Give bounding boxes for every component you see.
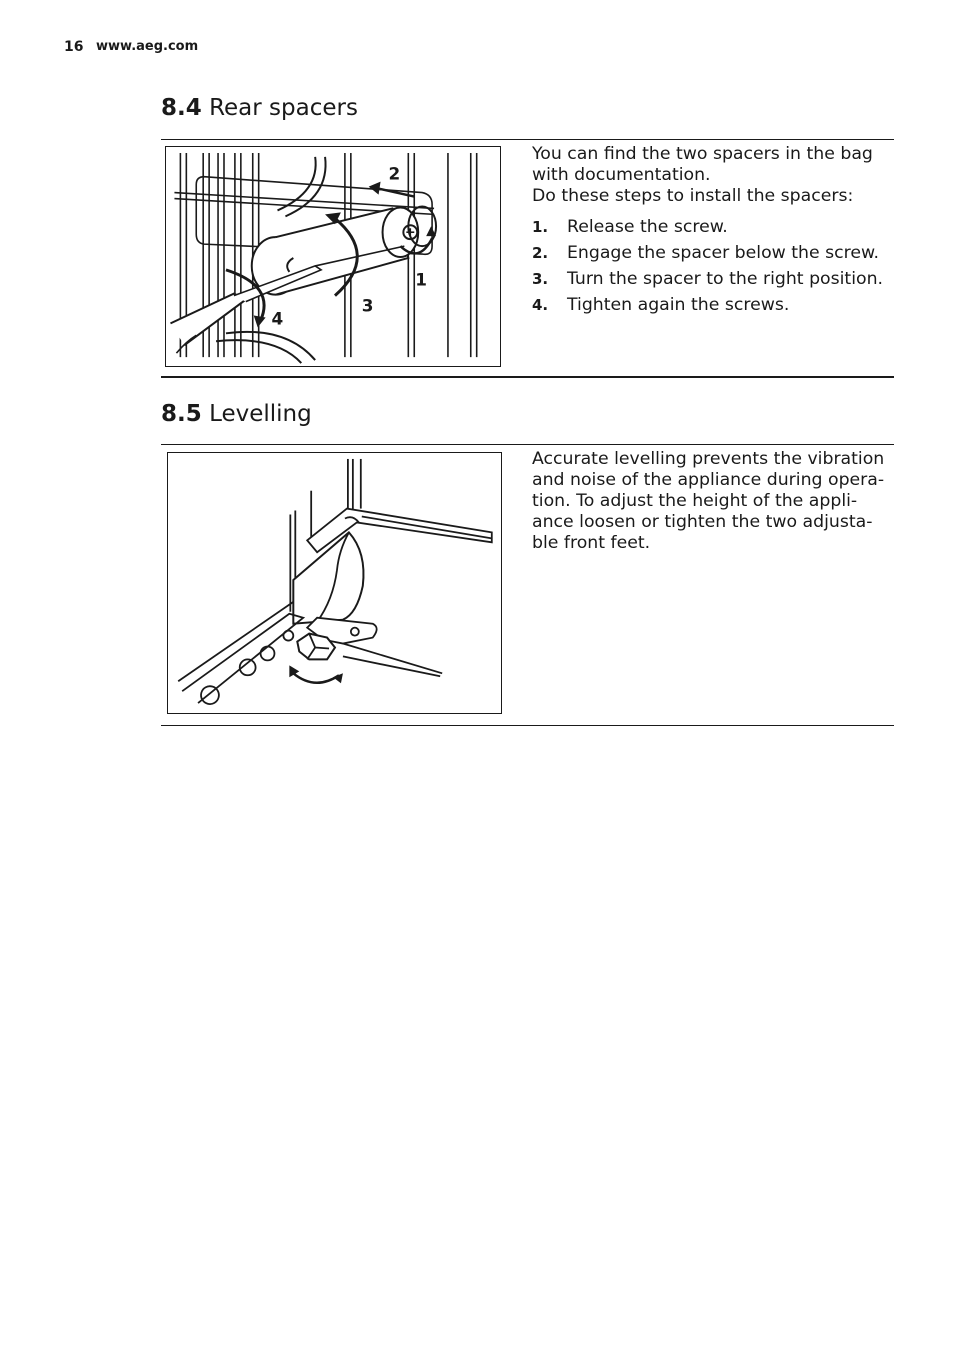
steps-list (532, 214, 894, 318)
section-title-levelling (161, 401, 312, 427)
rear-spacers-drawing (166, 147, 500, 366)
section-number: 8.5 (161, 401, 202, 427)
section-title-rear-spacers (161, 95, 358, 121)
list-item (532, 266, 894, 292)
list-item (532, 214, 894, 240)
step-text: Release the screw. (567, 217, 728, 237)
body-line: Accurate levelling prevents the vibration (532, 449, 885, 469)
list-item (532, 292, 894, 318)
section-bottom-rule (161, 725, 894, 726)
rear-spacers-text (532, 144, 894, 318)
levelling-text (532, 449, 894, 554)
body-line: ance loosen or tighten the two adjusta- (532, 512, 873, 532)
section-bottom-rule (161, 376, 894, 378)
callout-3: 3 (361, 295, 374, 316)
list-item (532, 240, 894, 266)
levelling-illustration (167, 452, 502, 714)
callout-1: 1 (415, 269, 427, 290)
section-number: 8.4 (161, 95, 202, 121)
step-text: Tighten again the screws. (567, 295, 790, 315)
site-url: www.aeg.com (96, 39, 199, 54)
intro-line: Do these steps to install the spacers: (532, 186, 854, 206)
callout-4: 4 (271, 308, 284, 329)
body-line: tion. To adjust the height of the appli- (532, 491, 858, 511)
step-number: 3. (532, 270, 549, 288)
rear-spacers-illustration (165, 146, 501, 367)
section-top-rule (161, 444, 894, 445)
page-number: 16 (64, 39, 84, 55)
step-number: 4. (532, 296, 549, 314)
body-line: ble front feet. (532, 533, 651, 553)
step-text: Engage the spacer below the screw. (567, 243, 880, 263)
intro-line: with documentation. (532, 165, 711, 185)
body-line: and noise of the appliance during opera- (532, 470, 885, 490)
section-heading: Rear spacers (209, 95, 358, 121)
step-number: 2. (532, 244, 549, 262)
intro-line: You can find the two spacers in the bag (532, 144, 873, 164)
step-text: Turn the spacer to the right position. (567, 269, 884, 289)
section-heading: Levelling (209, 401, 312, 427)
step-number: 1. (532, 218, 549, 236)
levelling-drawing (168, 453, 501, 713)
callout-2: 2 (388, 163, 401, 184)
section-top-rule (161, 139, 894, 140)
